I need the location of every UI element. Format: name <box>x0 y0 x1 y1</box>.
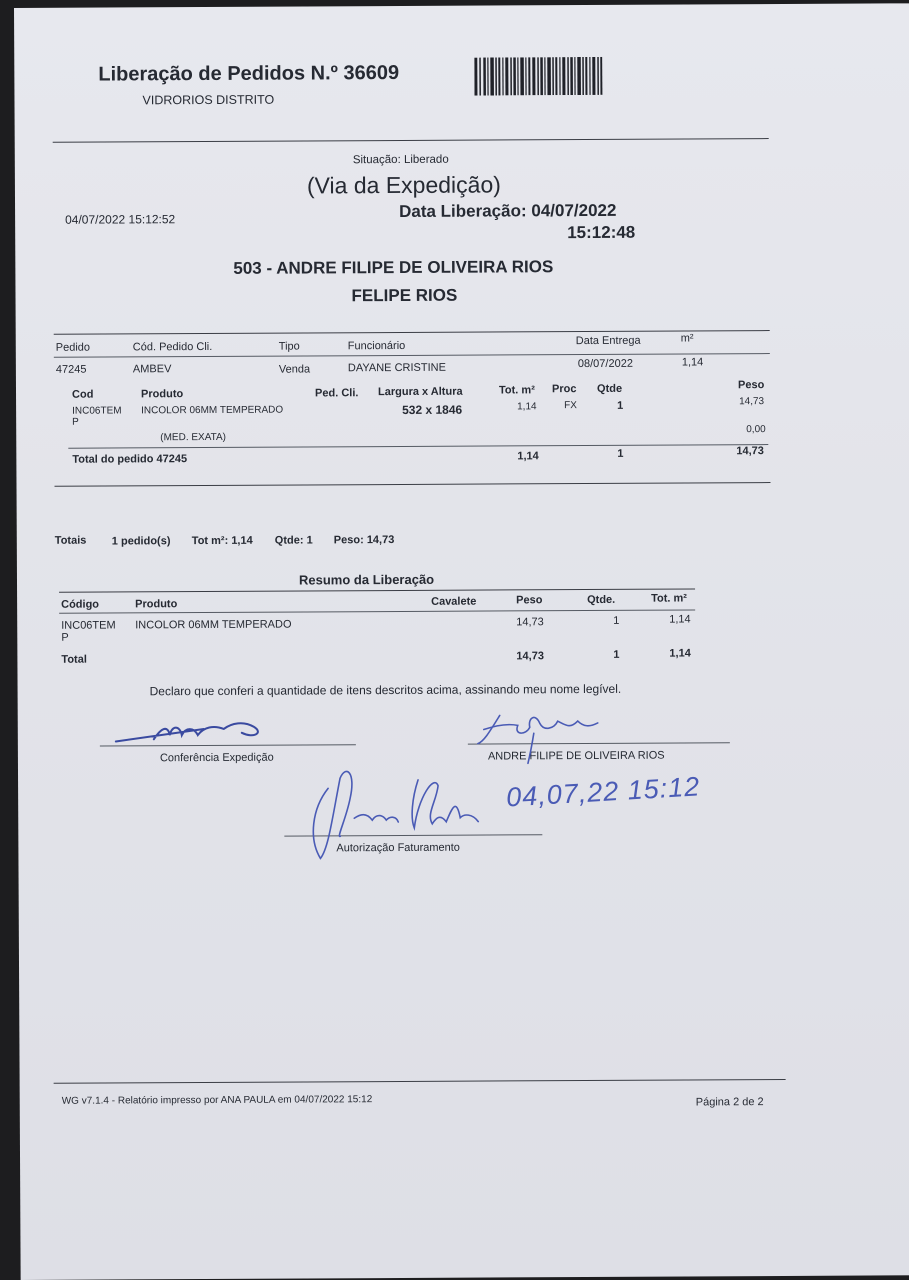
client-short-name: FELIPE RIOS <box>351 285 458 306</box>
order-total-qtde: 1 <box>617 447 624 460</box>
col-peso: Peso <box>737 379 765 392</box>
autorizacao-label: Autorização Faturamento <box>336 841 460 855</box>
status-text: Situação: Liberado <box>352 153 449 167</box>
summary-total-tot-m2: 1,14 <box>669 647 691 660</box>
totals-qtde: Qtde: 1 <box>274 534 313 547</box>
summary-col-tot-m2: Tot. m² <box>651 592 687 605</box>
summary-produto: INCOLOR 06MM TEMPERADO <box>135 618 292 632</box>
barcode-image <box>474 57 602 96</box>
totals-m2: Tot m²: 1,14 <box>191 534 253 548</box>
summary-col-qtde: Qtde. <box>587 593 616 607</box>
table-top-divider <box>54 330 770 335</box>
col-tipo: Tipo <box>278 340 300 353</box>
col-funcionario: Funcionário <box>347 339 406 353</box>
row-data-entrega: 08/07/2022 <box>577 357 633 371</box>
col-proc: Proc <box>551 383 577 396</box>
conferencia-signature-image <box>114 719 274 750</box>
totals-pedidos: 1 pedido(s) <box>111 535 171 548</box>
client-signature-name: ANDRE FILIPE DE OLIVEIRA RIOS <box>487 749 665 763</box>
col-data-entrega: Data Entrega <box>575 334 641 348</box>
summary-col-codigo: Código <box>61 598 100 611</box>
med-exata-peso: 0,00 <box>746 424 766 436</box>
col-m2: m² <box>680 332 694 345</box>
row-funcionario: DAYANE CRISTINE <box>347 361 446 375</box>
summary-codigo-2: P <box>61 631 69 644</box>
order-total-m2: 1,14 <box>517 450 539 463</box>
declaration-text: Declaro que conferi a quantidade de itens descritos acima, assinando meu nome legível. <box>149 681 622 699</box>
summary-col-produto: Produto <box>135 598 178 611</box>
footer-page-number: Página 2 de 2 <box>695 1096 764 1109</box>
product-dimensions: 532 x 1846 <box>402 402 463 417</box>
summary-peso: 14,73 <box>516 616 544 629</box>
header-divider <box>53 138 769 143</box>
product-qtde: 1 <box>617 399 624 412</box>
totals-peso: Peso: 14,73 <box>333 534 395 547</box>
summary-total-qtde: 1 <box>613 648 620 661</box>
totals-label: Totais <box>54 534 87 547</box>
document-title: Liberação de Pedidos N.º 36609 <box>98 61 400 86</box>
product-name: INCOLOR 06MM TEMPERADO <box>141 404 284 417</box>
conferencia-label: Conferência Expedição <box>159 751 274 765</box>
via-label: (Via da Expedição) <box>306 171 501 199</box>
col-qtde: Qtde <box>596 382 623 395</box>
col-pedido: Pedido <box>55 341 91 354</box>
summary-col-cavalete: Cavalete <box>431 595 477 608</box>
summary-qtde: 1 <box>613 614 620 627</box>
product-tot-m2: 1,14 <box>517 401 537 413</box>
summary-total-peso: 14,73 <box>516 650 544 663</box>
row-m2: 1,14 <box>681 356 704 369</box>
client-signature-image <box>470 705 610 766</box>
med-exata-label: (MED. EXATA) <box>160 431 227 444</box>
col-ped-cli: Ped. Cli. <box>314 387 359 400</box>
footer-divider <box>54 1079 786 1084</box>
col-largura-altura: Largura x Altura <box>377 385 463 399</box>
release-time: 15:12:48 <box>567 222 636 243</box>
total-divider <box>68 444 768 449</box>
col-produto: Produto <box>140 388 184 401</box>
autorizacao-signature-image <box>306 757 497 868</box>
summary-tot-m2: 1,14 <box>669 613 691 626</box>
col-tot-m2: Tot. m² <box>498 384 535 397</box>
table-bottom-divider <box>55 482 771 487</box>
col-cod-pedido-cli: Cód. Pedido Cli. <box>132 340 213 354</box>
company-name: VIDRORIOS DISTRITO <box>142 92 275 108</box>
header-underline <box>54 353 770 358</box>
row-pedido: 47245 <box>55 363 87 376</box>
row-cod-pedido-cli: AMBEV <box>132 363 172 376</box>
print-datetime: 04/07/2022 15:12:52 <box>65 212 176 227</box>
document-page <box>14 3 909 1280</box>
product-cod-2: P <box>72 416 79 428</box>
summary-codigo-1: INC06TEM <box>61 619 116 632</box>
summary-top-divider <box>59 588 695 592</box>
summary-col-peso: Peso <box>516 594 543 607</box>
summary-title: Resumo da Liberação <box>298 571 435 588</box>
product-proc: FX <box>564 400 577 412</box>
product-cod-1: INC06TEM <box>72 405 122 417</box>
order-total-peso: 14,73 <box>736 445 764 458</box>
footer-printed-by: WG v7.1.4 - Relatório impresso por ANA PAULA em 04/07/2022 15:12 <box>61 1094 373 1107</box>
release-date: Data Liberação: 04/07/2022 <box>399 200 617 221</box>
row-tipo: Venda <box>278 363 311 376</box>
handwritten-date: 04,07,22 15:12 <box>505 771 701 813</box>
client-name: 503 - ANDRE FILIPE DE OLIVEIRA RIOS <box>233 257 554 278</box>
summary-total-label: Total <box>61 653 87 666</box>
order-total-label: Total do pedido 47245 <box>72 453 188 466</box>
product-peso: 14,73 <box>739 396 765 408</box>
col-cod: Cod <box>71 388 94 401</box>
